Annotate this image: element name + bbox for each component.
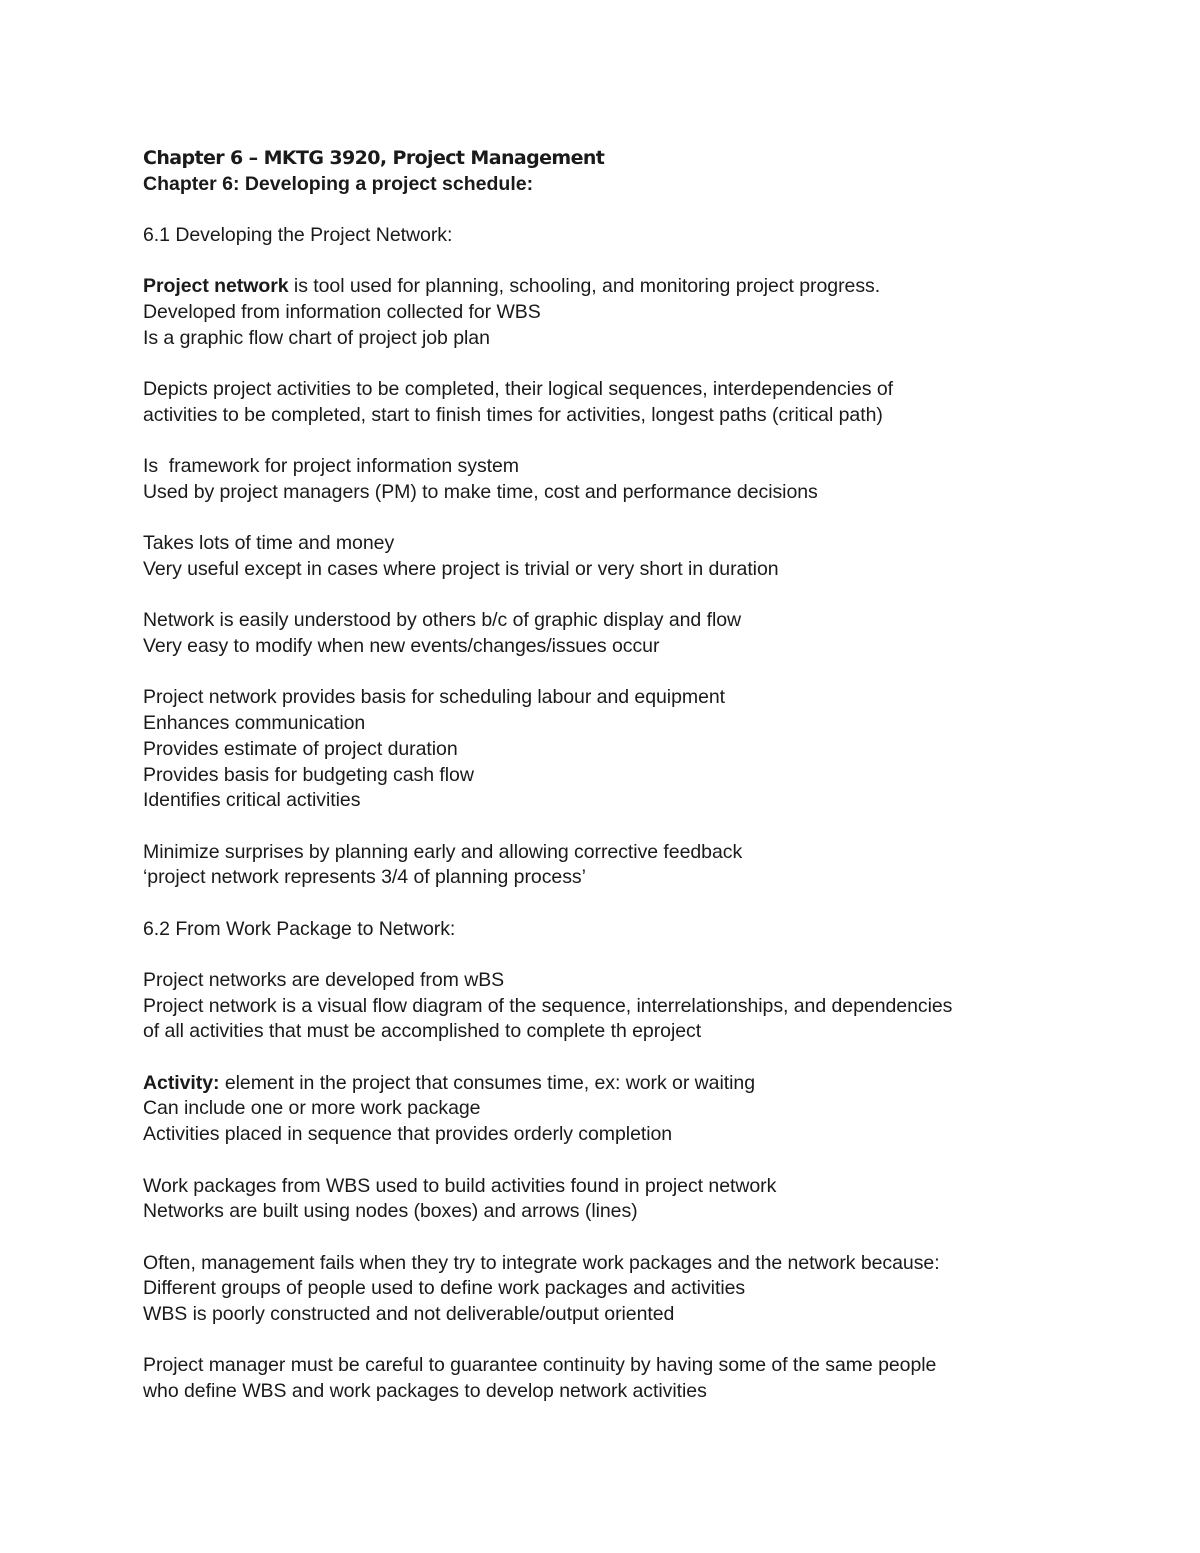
section-heading-6-1: 6.1 Developing the Project Network: — [143, 224, 453, 247]
spacer — [143, 1045, 1143, 1071]
paragraph-line: Provides estimate of project duration — [143, 737, 458, 760]
spacer — [143, 249, 1143, 275]
spacer — [143, 1328, 1143, 1354]
paragraph-line: Very useful except in cases where project is trivial or very short in duration — [143, 558, 779, 580]
term-project-network: Project network — [143, 275, 289, 298]
section-heading-6-2: 6.2 From Work Package to Network: — [143, 917, 456, 940]
paragraph-line: Is framework for project information system — [143, 455, 519, 478]
paragraph-line: Identifies critical activities — [143, 789, 361, 812]
document-page — [143, 146, 1143, 1405]
paragraph-line: Project manager must be careful to guarantee continuity by having some of the same people — [143, 1354, 937, 1377]
paragraph-line: Project networks are developed from wBS — [143, 969, 505, 991]
document-subtitle: Chapter 6: Developing a project schedule: — [143, 172, 534, 195]
paragraph-line: Takes lots of time and money — [143, 532, 395, 555]
paragraph-line: WBS is poorly constructed and not deliverable/output oriented — [143, 1302, 675, 1325]
paragraph-line: Depicts project activities to be completed, their logical sequences, interdependencies of — [143, 378, 893, 401]
spacer — [143, 1148, 1143, 1174]
paragraph-line: Activities placed in sequence that provides orderly completion — [143, 1123, 673, 1146]
spacer — [143, 583, 1143, 609]
paragraph-line: activities to be completed, start to finish times for activities, longest paths (critical path) — [143, 403, 883, 426]
spacer — [143, 429, 1143, 455]
paragraph-line: Can include one or more work package — [143, 1097, 481, 1120]
spacer — [143, 660, 1143, 686]
spacer — [143, 352, 1143, 378]
paragraph-line — [143, 1071, 1143, 1097]
paragraph-line: Used by project managers (PM) to make time, cost and performance decisions — [143, 480, 818, 503]
paragraph-line: who define WBS and work packages to develop network activities — [143, 1380, 707, 1402]
paragraph-line: Is a graphic flow chart of project job plan — [143, 326, 490, 349]
paragraph-line: Provides basis for budgeting cash flow — [143, 763, 474, 786]
paragraph-line: Enhances communication — [143, 712, 366, 735]
definition-text: is tool used for planning, schooling, and monitoring project progress. — [288, 275, 881, 298]
paragraph-line: Different groups of people used to define work packages and activities — [143, 1277, 746, 1300]
paragraph-line: Very easy to modify when new events/changes/issues occur — [143, 635, 660, 658]
spacer — [143, 506, 1143, 532]
document-title: Chapter 6 – MKTG 3920, Project Management — [143, 147, 605, 169]
paragraph-line: Project network provides basis for scheduling labour and equipment — [143, 686, 726, 709]
paragraph-line — [143, 274, 1143, 300]
paragraph-line: Networks are built using nodes (boxes) and arrows (lines) — [143, 1200, 638, 1223]
spacer — [143, 891, 1143, 917]
term-activity: Activity: — [143, 1071, 220, 1094]
paragraph-line: of all activities that must be accomplished to complete th eproject — [143, 1020, 702, 1043]
paragraph-line: Project network is a visual flow diagram of the sequence, interrelationships, and dependencies — [143, 994, 953, 1017]
paragraph-line: Network is easily understood by others b/c of graphic display and flow — [143, 609, 742, 632]
paragraph-line: Developed from information collected for WBS — [143, 301, 541, 324]
definition-text: element in the project that consumes time, ex: work or waiting — [219, 1071, 755, 1094]
spacer — [143, 814, 1143, 840]
paragraph-line: ‘project network represents 3/4 of planning process’ — [143, 866, 586, 889]
paragraph-line: Work packages from WBS used to build activities found in project network — [143, 1174, 777, 1197]
spacer — [143, 1225, 1143, 1251]
spacer — [143, 942, 1143, 968]
spacer — [143, 197, 1143, 223]
paragraph-line: Minimize surprises by planning early and allowing corrective feedback — [143, 840, 743, 863]
paragraph-line: Often, management fails when they try to integrate work packages and the network because: — [143, 1251, 940, 1274]
